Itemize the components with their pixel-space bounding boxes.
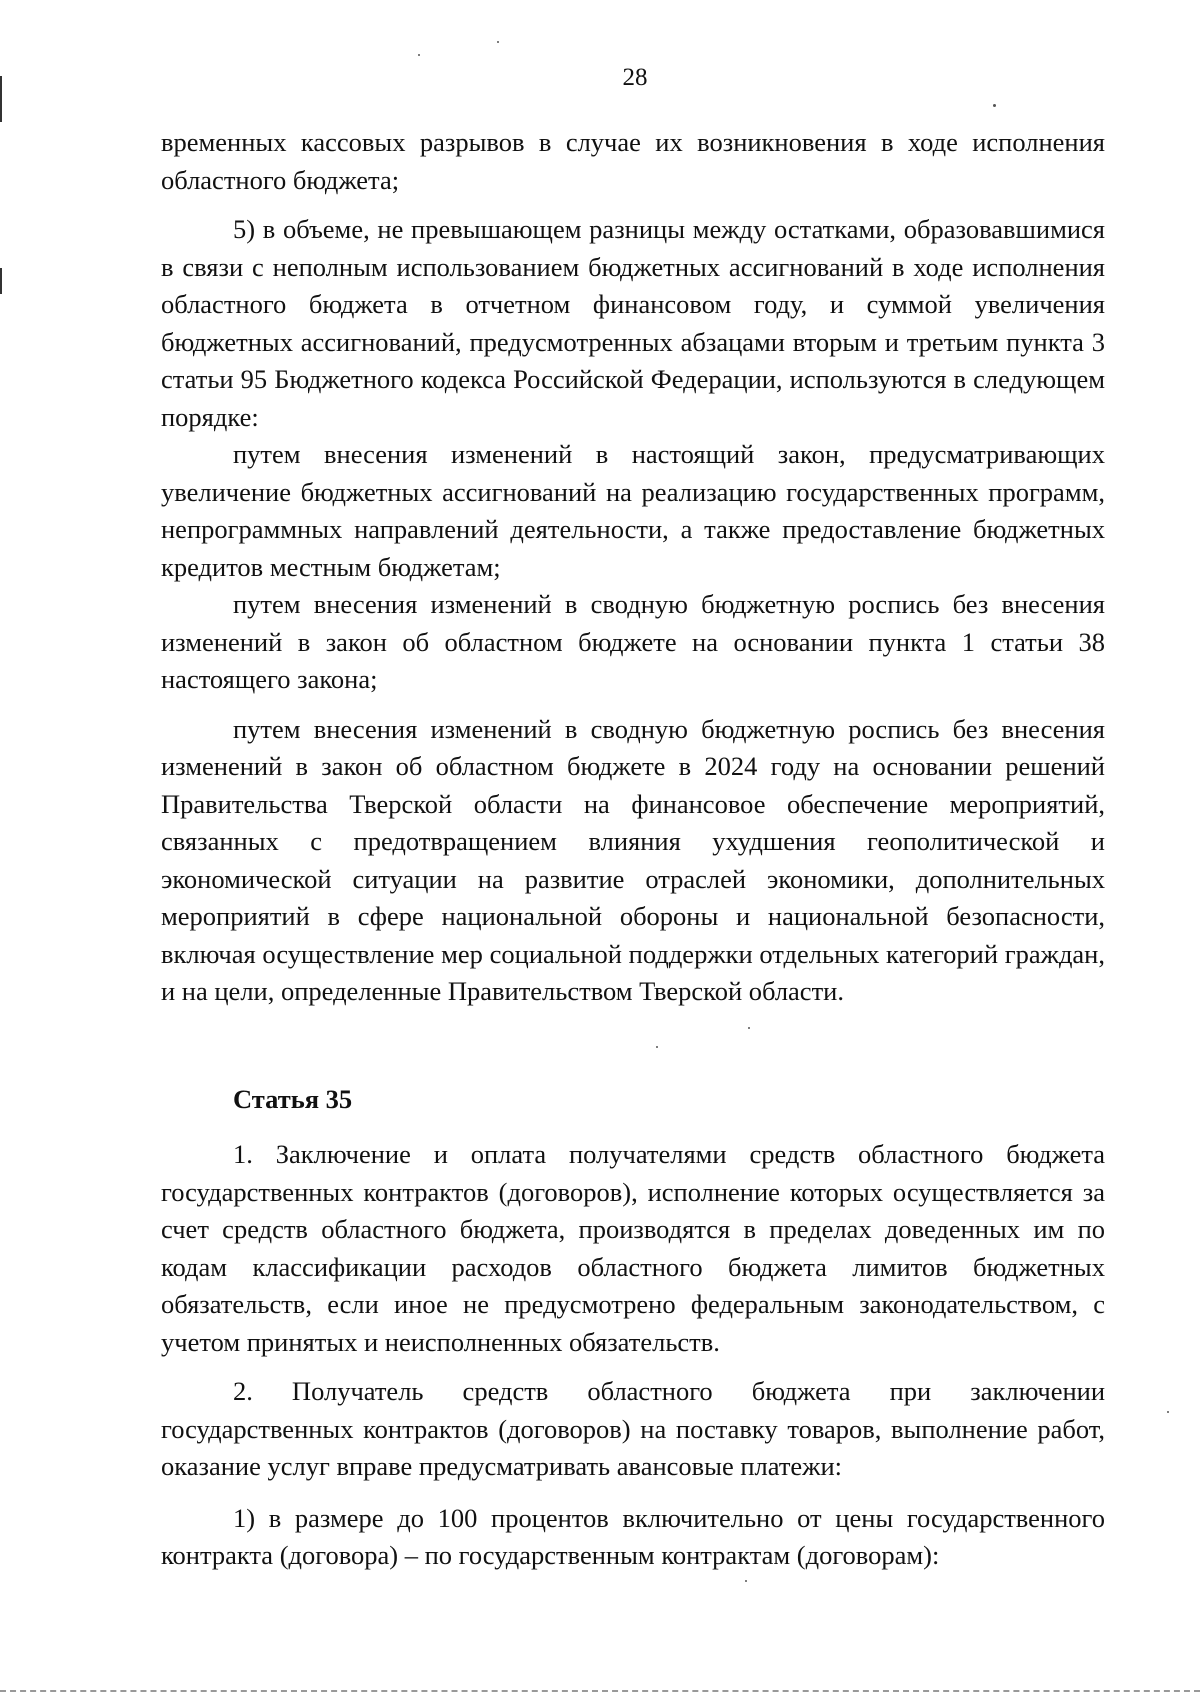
paragraph-method-2: путем внесения изменений в сводную бюджетную роспись без внесения изменений в закон об областном бюджете на основании пункта 1 статьи 38 настоящего закона; <box>161 589 1105 694</box>
paragraph-item-5: 5) в объеме, не превышающем разницы между остатками, образовавшимися в связи с неполным использованием бюджетных ассигнований в ходе исполнения областного бюджета в отчетном финансовом году, и суммой увеличения бюджетных ассигнований, предусмотренных абзацами вторым и третьим пункта 3 статьи 95 Бюджетного кодекса Российской Федерации, используются в следующем порядке: <box>161 214 1105 432</box>
scan-bottom-edge <box>0 1690 1200 1692</box>
article-paragraph-2: 2. Получатель средств областного бюджета при заключении государственных контрактов (договоров) на поставку товаров, выполнение работ, оказание услуг вправе предусматривать авансовые платежи: <box>161 1376 1105 1481</box>
page-number: 28 <box>622 64 648 91</box>
document-body <box>161 124 1105 1575</box>
scan-edge-mark <box>0 268 2 294</box>
paragraph-method-3: путем внесения изменений в сводную бюджетную роспись без внесения изменений в закон об областном бюджете в 2024 году на основании решений Правительства Тверской области на финансовое обеспечение мероприятий, связанных с предотвращением влияния ухудшения геополитической и экономической ситуации на развитие отраслей экономики, дополнительных мероприятий в сфере национальной обороны и национальной безопасности, включая осуществление мер социальной поддержки отдельных категорий граждан, и на цели, определенные Правительством Тверской области. <box>161 713 1105 1006</box>
article-paragraph-1: 1. Заключение и оплата получателями средств областного бюджета государственных контрактов (договоров), исполнение которых осуществляется за счет средств областного бюджета, производятся в пределах доведенных им по кодам классификации расходов областного бюджета лимитов бюджетных обязательств, если иное не предусмотрено федеральным законодательством, с учетом принятых и неисполненных обязательств. <box>161 1139 1105 1357</box>
article-paragraph-3: 1) в размере до 100 процентов включительно от цены государственного контракта (договора) – по государственным контрактам (договорам): <box>161 1502 1105 1570</box>
scan-speck <box>993 104 996 107</box>
paragraph-continuation: временных кассовых разрывов в случае их возникновения в ходе исполнения областного бюджета; <box>161 127 1105 195</box>
scan-speck <box>745 1580 747 1582</box>
scan-speck <box>497 41 499 43</box>
scan-speck <box>1167 1411 1169 1413</box>
scan-speck <box>418 54 420 56</box>
article-heading: Статья 35 <box>233 1083 353 1114</box>
paragraph-method-1: путем внесения изменений в настоящий закон, предусматривающих увеличение бюджетных ассигнований на реализацию государственных программ, непрограммных направлений деятельности, а также предоставление бюджетных кредитов местным бюджетам; <box>161 439 1105 582</box>
